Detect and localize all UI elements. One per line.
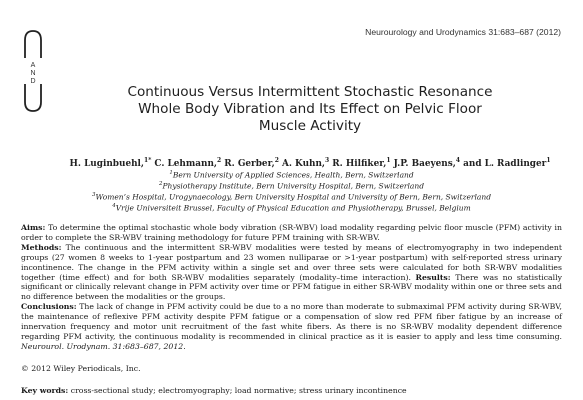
article-title xyxy=(60,84,560,135)
copyright: © 2012 Wiley Periodicals, Inc. xyxy=(21,364,141,373)
keywords-text: cross-sectional study; electromyography; load normative; stress urinary incontinence xyxy=(70,386,407,395)
affiliation: $^4$Vrije Universiteit Brussel, Faculty of Physical Education and Physiotherapy, Brussel, Belgium xyxy=(112,203,471,213)
methods-text: The continuous and the intermittent SR-WBV modalities were tested by means of electromyography in two independent groups (27 women 8 weeks to 1-year postpartum and 23 women nulliparae or >1-year postpartum) with self-reported stress urinary incontinence. The change in the PFM activity within a single set and over three sets were calculated for both SR-WBV modalities together (time effect) and for both SR-WBV modalities separately (modality–time interaction). xyxy=(21,242,562,282)
results-text: There was no statistically significant or clinically relevant change in PFM activity over time or PFM fatigue in either SR-WBV modality within one or three sets and no difference between the modalities or the groups. xyxy=(21,272,562,302)
affiliation: $^2$Physiotherapy Institute, Bern University Hospital, Bern, Switzerland xyxy=(158,181,425,191)
aims-text: To determine the optimal stochastic whole body vibration (SR-WBV) load modality regarding pelvic floor muscle (PFM) activity in order to complete the SR-WBV training methodology for future PFM training with SR-WBV. xyxy=(21,223,562,242)
abstract-citation: Neurourol. Urodynam. 31:683–687, 2012. xyxy=(21,341,186,351)
journal-citation: Neurourology and Urodynamics 31:683–687 (2012) xyxy=(365,27,561,37)
affiliation: $^3$Women’s Hospital, Urogynaecology, Bern University Hospital and University of Bern, Bern, Switzerland xyxy=(92,192,491,202)
abstract xyxy=(21,223,562,352)
affiliation: $^1$Bern University of Applied Sciences, Health, Bern, Switzerland xyxy=(169,170,414,180)
author-list: H. Luginbuehl,$^{1*}$ C. Lehmann,$^2$ R. Gerber,$^2$ A. Kuhn,$^3$ R. Hilfiker,$^1$ J.P. Baeyens,$^4$ and L. Radlinger$^1$ xyxy=(69,157,551,169)
keywords-label: Key words: xyxy=(21,386,69,395)
methods-label: Methods: xyxy=(21,242,62,252)
journal-logo-text: A N D xyxy=(30,62,36,85)
conclusions-text: The lack of change in PFM activity could be due to a no more than moderate to submaximal PFM activity during SR-WBV, the maintenance of reflexive PFM activity despite PFM fatigue or a compensation of slow red PFM fiber fatigue by an increase of innervation frequency and motor unit recruitment of the fast white fibers. As there is no SR-WBV modality dependent difference regarding PFM activity, the continuous modality is recommended in clinical practice as it is easier to apply and less time consuming. xyxy=(21,302,563,341)
title-line: Continuous Versus Intermittent Stochastic Resonance xyxy=(127,84,493,100)
results-label: Results: xyxy=(415,272,451,282)
keywords xyxy=(21,386,407,395)
title-line: Whole Body Vibration and Its Effect on Pelvic Floor xyxy=(138,101,482,117)
conclusions-label: Conclusions: xyxy=(21,302,77,312)
affiliations xyxy=(0,169,583,213)
title-line: Muscle Activity xyxy=(258,118,362,134)
journal-logo xyxy=(22,28,44,114)
aims-label: Aims: xyxy=(21,223,46,232)
